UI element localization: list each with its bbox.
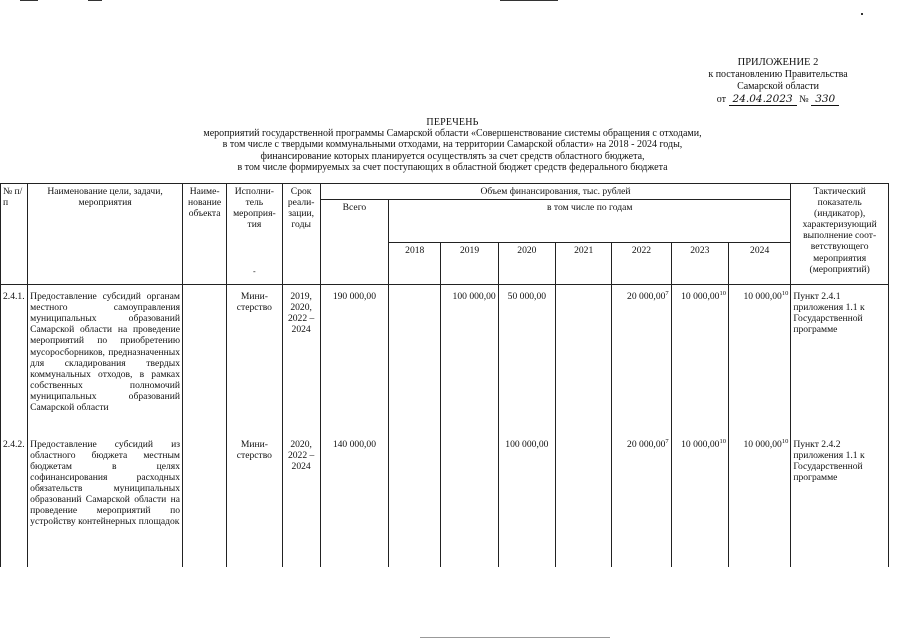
row-2024-value: 10 000,00	[743, 291, 782, 303]
row-2022-footnote: 7	[665, 289, 669, 297]
document-date: 24.04.2023	[729, 93, 797, 106]
header-executor-dash: -	[253, 267, 256, 277]
row-object	[183, 437, 227, 567]
header-executor	[227, 184, 282, 285]
header-year-2020: 2020	[498, 242, 555, 285]
header-indicator: Тактический показатель (индикатор), характеризующий выполнение соот-ветствующего мероприятия (мероприятий)	[791, 184, 889, 285]
row-2022-value: 20 000,00	[627, 291, 666, 303]
header-year-2023: 2023	[671, 242, 728, 285]
row-2021	[556, 437, 612, 567]
header-year-2018: 2018	[389, 242, 441, 285]
row-executor: Мини-стерство	[227, 437, 282, 567]
header-row-1	[1, 184, 889, 200]
header-year-2022: 2022	[612, 242, 671, 285]
title-line-1: мероприятий государственной программы Самарской области «Совершенствование системы обращения с отходами,	[203, 128, 702, 140]
row-executor: Мини-стерство	[227, 285, 282, 437]
document-title	[0, 117, 905, 173]
row-indicator: Пункт 2.4.1 приложения 1.1 к Государственной программе	[791, 285, 889, 437]
row-2023-value: 10 000,00	[681, 291, 720, 303]
row-2020: 50 000,00	[498, 285, 555, 437]
title-line-4: в том числе формируемых за счет поступающих в областной бюджет средств федерального бюджета	[237, 161, 668, 173]
header-name: Наименование цели, задачи, мероприятия	[28, 184, 183, 285]
header-num: № п/п	[1, 184, 28, 285]
row-2024	[728, 437, 790, 567]
header-total: Всего	[320, 200, 388, 285]
title-heading: ПЕРЕЧЕНЬ	[426, 117, 479, 128]
row-2024	[728, 285, 790, 437]
title-line-2: в том числе с твердыми коммунальными отходами, на территории Самарской области» на 2018 - 2024 годы,	[222, 139, 683, 151]
scan-mark-bottom	[420, 637, 610, 638]
row-name: Предоставление субсидий из областного бюджета местным бюджетам в целях софинансирования расходных обязательств муниципальных образований Самарской области на проведение мероприятий по устройству контейнерных площадок	[28, 437, 183, 567]
row-2022	[612, 437, 671, 567]
header-funding: Объем финансирования, тыс. рублей	[320, 184, 791, 200]
header-object: Наиме-нование объекта	[183, 184, 227, 285]
row-2024-value: 10 000,00	[743, 438, 782, 450]
row-2018	[389, 285, 441, 437]
row-term: 2019, 2020, 2022 – 2024	[282, 285, 320, 437]
row-2022-value: 20 000,00	[627, 438, 666, 450]
scan-mark-top-left-2	[88, 0, 102, 1]
row-2020: 100 000,00	[498, 437, 555, 567]
appendix-line-2: к постановлению Правительства	[708, 69, 848, 80]
row-2018	[389, 437, 441, 567]
row-2022	[612, 285, 671, 437]
row-name: Предоставление субсидий органам местного самоуправления муниципальных образований Самарской области на проведение мероприятий по приобретению мусоросборников, предназначенных для складирования твердых коммунальных отходов, в рамках собственных полномочий муниципальных образований Самарской области	[28, 285, 183, 437]
row-2023-footnote: 10	[719, 289, 726, 297]
row-2023-footnote: 10	[719, 437, 726, 445]
row-2023	[671, 285, 728, 437]
appendix-line-3: Самарской области	[737, 81, 819, 92]
row-2019: 100 000,00	[441, 285, 498, 437]
row-total: 140 000,00	[320, 437, 388, 567]
table-row	[1, 285, 889, 437]
measures-table	[0, 183, 889, 567]
header-executor-label: Исполни-тель мероприя-тия	[233, 186, 276, 231]
appendix-title: ПРИЛОЖЕНИЕ 2	[737, 57, 819, 68]
row-indicator: Пункт 2.4.2 приложения 1.1 к Государственной программе	[791, 437, 889, 567]
document-number: 330	[811, 93, 839, 106]
header-term: Срок реали-зации, годы	[282, 184, 320, 285]
row-2024-footnote: 10	[781, 289, 789, 297]
row-2023-value: 10 000,00	[681, 438, 720, 450]
row-num: 2.4.1.	[1, 285, 28, 437]
table-row	[1, 437, 889, 567]
row-object	[183, 285, 227, 437]
scan-mark-top-left	[20, 0, 38, 1]
row-2022-footnote: 7	[665, 437, 669, 445]
row-2021	[556, 285, 612, 437]
header-year-2019: 2019	[441, 242, 498, 285]
row-2023	[671, 437, 728, 567]
appendix-block	[693, 57, 863, 106]
date-prefix: от	[716, 94, 727, 105]
number-prefix: №	[799, 94, 809, 105]
appendix-date-line	[693, 93, 863, 106]
row-term: 2020, 2022 – 2024	[282, 437, 320, 567]
row-num: 2.4.2.	[1, 437, 28, 567]
header-by-years: в том числе по годам	[389, 200, 791, 243]
row-total: 190 000,00	[320, 285, 388, 437]
row-2024-footnote: 10	[781, 437, 789, 445]
title-line-3: финансирование которых планируется осуществлять за счет средств областного бюджета,	[260, 150, 645, 162]
row-2019	[441, 437, 498, 567]
header-year-2024: 2024	[728, 242, 790, 285]
scan-mark-top-center	[500, 0, 558, 1]
scan-mark-right	[861, 13, 863, 15]
header-year-2021: 2021	[556, 242, 612, 285]
